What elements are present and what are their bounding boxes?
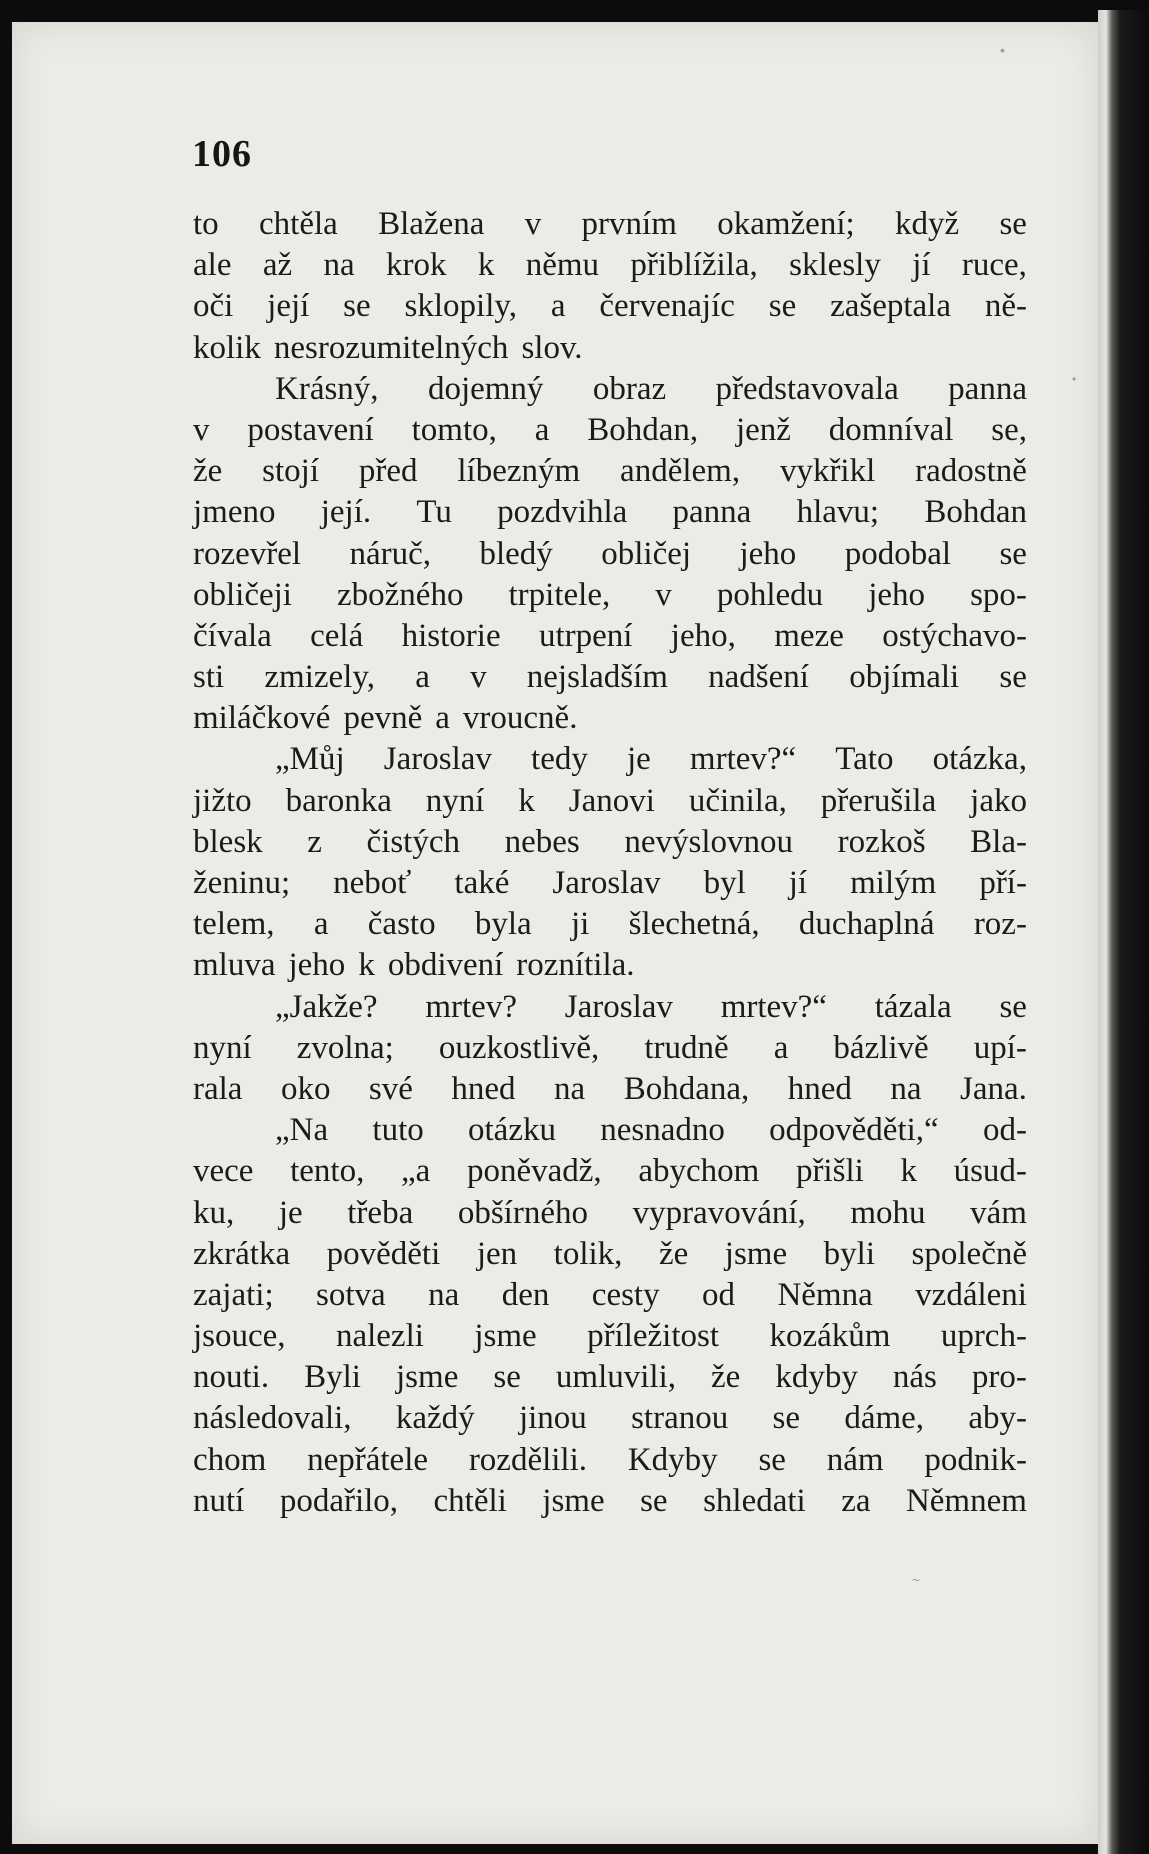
word: se (758, 1441, 786, 1478)
word: nevýslovnou (624, 823, 793, 860)
word: Kdyby (627, 1441, 718, 1478)
word: jenž (735, 411, 791, 448)
word: často (367, 906, 436, 943)
word: otázka, (932, 741, 1027, 778)
word: tedy (531, 741, 588, 778)
word: kozákům (769, 1318, 891, 1355)
word: „Na (275, 1112, 329, 1149)
word: miláčkové (193, 700, 331, 737)
word: byl (703, 865, 746, 901)
word: trudně (644, 1029, 729, 1066)
word: tomto, (411, 411, 497, 448)
word: dáme, (844, 1400, 925, 1437)
word: nám (826, 1441, 884, 1478)
word: každý (395, 1400, 475, 1437)
word: pohledu (716, 576, 824, 613)
word: v (470, 659, 487, 696)
text-line (193, 1316, 1027, 1357)
word: na (890, 1070, 922, 1107)
word: čistých (366, 823, 460, 860)
word: ženinu; (193, 865, 291, 901)
word: abychom (638, 1153, 760, 1190)
word: že (711, 1359, 741, 1396)
word: jí (788, 865, 808, 901)
text-line (193, 1275, 1027, 1316)
word: Bohdana, (623, 1070, 750, 1107)
word: pověděti (326, 1235, 441, 1272)
word: panna (948, 370, 1027, 407)
word: otázku (468, 1112, 556, 1149)
word: a (435, 700, 450, 737)
word: představovala (715, 370, 899, 407)
word: k (900, 1153, 917, 1190)
word: na (554, 1070, 586, 1107)
word: pevně (343, 700, 423, 737)
word: jsouce, (193, 1318, 286, 1355)
word: upí- (973, 1029, 1027, 1066)
text-line (193, 781, 1027, 822)
word: k (358, 947, 375, 984)
word: trpitele, (508, 576, 611, 613)
word: úsud- (953, 1153, 1027, 1190)
word: vroucně. (462, 700, 578, 737)
text-line (193, 369, 1027, 410)
word: učinila, (688, 782, 787, 819)
word: šlechetná, (628, 906, 760, 943)
word: milým (850, 865, 937, 901)
word: rala (193, 1070, 243, 1107)
word: ouzkostlivě, (438, 1029, 600, 1066)
word: a (550, 288, 566, 325)
word: nesnadno (600, 1112, 725, 1149)
body-text (193, 204, 1027, 1522)
word: hned (451, 1070, 516, 1107)
text-line (193, 1234, 1027, 1275)
word: její. (320, 494, 372, 531)
word: jižto (193, 782, 252, 819)
word: Jaroslav (383, 741, 492, 778)
text-line (193, 987, 1027, 1028)
word: roznítila. (516, 947, 635, 984)
word: své (368, 1070, 413, 1107)
word: obšírného (457, 1194, 588, 1231)
word: nadšení (708, 659, 809, 696)
word: Bohdan, (587, 411, 699, 448)
word: nepřátele (307, 1441, 429, 1478)
word: oko (280, 1070, 331, 1107)
word: ale (193, 247, 232, 284)
word: je (278, 1194, 303, 1231)
word: dojemný (427, 370, 544, 407)
text-line (193, 1481, 1027, 1522)
word: a (415, 659, 430, 696)
word: prvním (581, 206, 677, 242)
word: se (999, 206, 1027, 242)
text-line (193, 534, 1027, 575)
word: od- (982, 1112, 1027, 1149)
word: odpověděti,“ (769, 1112, 939, 1149)
word: cesty (591, 1276, 660, 1313)
scan-speck: • (1072, 372, 1077, 386)
word: mrtev?“ (720, 988, 827, 1025)
word: shledati (703, 1482, 806, 1519)
word: „a (401, 1153, 431, 1190)
word: to (193, 206, 219, 242)
word: „Můj (275, 741, 345, 778)
word: byli (823, 1235, 875, 1272)
word: příležitost (587, 1318, 720, 1355)
word: pří- (979, 865, 1027, 901)
word: se, (991, 411, 1027, 448)
word: obličeji (193, 576, 292, 613)
word: přerušila (820, 782, 937, 819)
word: sotva (316, 1276, 386, 1313)
word: Krásný, (275, 370, 379, 407)
word: obdivení (387, 947, 504, 984)
word: na (323, 247, 355, 284)
word: poněvadž, (466, 1153, 602, 1190)
word: jeho (288, 947, 346, 984)
word: panna (672, 494, 752, 531)
word: bázlivě (833, 1029, 929, 1066)
word: utrpení (538, 617, 633, 654)
word: historie (401, 617, 501, 654)
word: podařilo, (279, 1482, 399, 1519)
word: mrtev? (425, 988, 517, 1025)
text-line (193, 822, 1027, 863)
text-line (193, 616, 1027, 657)
word: a (313, 906, 329, 943)
word: jsme (542, 1482, 605, 1519)
word: jinou (518, 1400, 587, 1437)
word: když (894, 206, 960, 242)
word: uprch- (940, 1318, 1027, 1355)
text-line (193, 1110, 1027, 1151)
word: sti (193, 659, 225, 696)
word: tuto (372, 1112, 424, 1149)
word: Tato (835, 741, 894, 778)
word: a (534, 411, 550, 448)
word: čívala (193, 617, 272, 654)
text-line (193, 1398, 1027, 1439)
text-line (193, 245, 1027, 286)
word: den (501, 1276, 550, 1313)
word: se (999, 988, 1027, 1025)
scan-speck: ~ (912, 1572, 921, 1588)
word: chtěla (259, 206, 338, 242)
word: zašeptala (830, 288, 951, 325)
word: zmizely, (264, 659, 375, 696)
text-line (193, 1069, 1027, 1110)
word: domníval (828, 411, 954, 448)
word: jsme (724, 1235, 788, 1272)
word: následovali, (193, 1400, 352, 1437)
word: je (626, 741, 651, 778)
word: v (524, 206, 542, 242)
text-line (193, 698, 1027, 739)
text-line (193, 328, 1027, 369)
word: nyní (425, 782, 485, 819)
word: podobal (844, 535, 952, 572)
word: jsme (396, 1359, 459, 1396)
word: stranou (631, 1400, 729, 1437)
text-line (193, 1193, 1027, 1234)
word: k (518, 782, 535, 819)
text-line (193, 410, 1027, 451)
word: pozdvihla (497, 494, 628, 531)
word: obraz (592, 370, 667, 407)
word: mluva (193, 947, 276, 984)
word: jeho (868, 576, 926, 613)
word: mohu (850, 1194, 926, 1231)
word: oči (193, 288, 234, 325)
word: telem, (193, 906, 275, 943)
word: jsme (474, 1318, 537, 1355)
word: se (343, 288, 371, 325)
word: vám (970, 1194, 1027, 1231)
word: se (640, 1482, 668, 1519)
word: němu (525, 247, 600, 284)
text-line (193, 1028, 1027, 1069)
text-line (193, 204, 1027, 245)
word: se (999, 659, 1027, 696)
word: její (267, 288, 310, 325)
word: rozdělili. (468, 1441, 588, 1478)
word: nesrozumitelných (273, 329, 509, 366)
word: celá (310, 617, 364, 654)
word: rozkoš (837, 823, 926, 860)
word: spo- (970, 576, 1027, 613)
word: že (658, 1235, 689, 1272)
text-line (193, 739, 1027, 780)
word: ji (570, 906, 590, 943)
word: aby- (968, 1400, 1027, 1437)
word: byla (474, 906, 532, 943)
word: roz- (973, 906, 1027, 943)
page-binding-edge (1098, 10, 1149, 1854)
word: se (493, 1359, 521, 1396)
text-line (193, 863, 1027, 904)
word: za (841, 1482, 871, 1519)
word: Jaroslav (564, 988, 673, 1025)
word: vzdáleni (915, 1276, 1027, 1313)
word: objímali (849, 659, 960, 696)
word: Byli (304, 1359, 361, 1396)
word: chtěli (433, 1482, 507, 1519)
word: radostně (915, 453, 1027, 490)
word: hned (787, 1070, 852, 1107)
word: tento, (290, 1153, 365, 1190)
word: zajati; (193, 1276, 274, 1313)
word: červenajíc (599, 288, 735, 325)
text-line (193, 1151, 1027, 1192)
word: Němnem (905, 1482, 1027, 1519)
word: umluvili, (555, 1359, 676, 1396)
word: vypravování, (632, 1194, 806, 1231)
word: okamžení; (717, 206, 855, 242)
word: nalezli (335, 1318, 424, 1355)
word: mrtev?“ (689, 741, 797, 778)
word: podnik- (924, 1441, 1027, 1478)
word: postavení (247, 411, 374, 448)
word: Bohdan (924, 494, 1027, 531)
word: jen (476, 1235, 518, 1272)
word: Tu (416, 494, 452, 531)
text-line (193, 945, 1027, 986)
word: „Jakže? (275, 988, 378, 1025)
word: slov. (521, 329, 583, 366)
word: Němna (777, 1276, 873, 1313)
word: třeba (347, 1194, 414, 1231)
word: líbezným (457, 453, 581, 490)
word: přiblížila, (630, 247, 758, 284)
text-line (193, 451, 1027, 492)
word: na (428, 1276, 460, 1313)
word: blesk (193, 823, 263, 860)
word: kdyby (775, 1359, 858, 1396)
text-line (193, 1440, 1027, 1481)
text-line (193, 575, 1027, 616)
word: také (454, 865, 510, 901)
text-line (193, 657, 1027, 698)
word: krok (386, 247, 447, 284)
word: vykřikl (779, 453, 876, 490)
word: nutí (193, 1482, 245, 1519)
word: z (307, 823, 322, 860)
word: tolik, (553, 1235, 623, 1272)
word: andělem, (620, 453, 741, 490)
text-line (193, 1357, 1027, 1398)
word: Janovi (568, 782, 655, 819)
word: zvolna; (296, 1029, 394, 1066)
word: nyní (193, 1029, 252, 1066)
word: ně- (984, 288, 1027, 325)
text-line (193, 492, 1027, 533)
word: obličej (601, 535, 692, 572)
word: jmeno (193, 494, 276, 531)
word: tázala (874, 988, 952, 1025)
word: přišli (795, 1153, 864, 1190)
word: jeho, (670, 617, 736, 654)
word: že (193, 453, 223, 490)
word: jí (912, 247, 931, 284)
word: duchaplná (798, 906, 935, 943)
word: Jana. (960, 1070, 1027, 1107)
word: společně (911, 1235, 1027, 1272)
word: hlavu; (796, 494, 880, 531)
word: neboť (333, 865, 412, 901)
word: nebes (504, 823, 580, 860)
word: baronka (285, 782, 392, 819)
word: Bla- (970, 823, 1027, 860)
word: ruce, (961, 247, 1027, 284)
word: jeho (739, 535, 797, 572)
word: až (262, 247, 293, 284)
word: zbožného (337, 576, 464, 613)
word: a (773, 1029, 789, 1066)
word: ostýchavo- (882, 617, 1027, 654)
word: sklopily, (404, 288, 517, 325)
word: náruč, (349, 535, 432, 572)
word: Blažena (378, 206, 485, 242)
word: nejsladším (526, 659, 668, 696)
word: se (999, 535, 1027, 572)
word: kolik (193, 329, 261, 366)
word: bledý (479, 535, 553, 572)
word: sklesly (789, 247, 881, 284)
word: pro- (971, 1359, 1027, 1396)
word: k (477, 247, 495, 284)
word: v (193, 411, 210, 448)
word: v (655, 576, 672, 613)
word: stojí (262, 453, 320, 490)
word: meze (774, 617, 844, 654)
page-number: 106 (192, 133, 252, 175)
word: ku, (193, 1194, 235, 1231)
word: chom (193, 1441, 267, 1478)
word: jako (970, 782, 1027, 819)
text-line (193, 904, 1027, 945)
word: rozevřel (193, 535, 302, 572)
word: před (358, 453, 418, 490)
word: nouti. (193, 1359, 270, 1396)
word: nás (892, 1359, 937, 1396)
word: Jaroslav (552, 865, 661, 901)
scan-speck: • (1000, 42, 1005, 58)
word: se (772, 1400, 801, 1437)
word: od (702, 1276, 736, 1313)
text-line (193, 286, 1027, 327)
word: se (768, 288, 797, 325)
word: zkrátka (193, 1235, 291, 1272)
word: vece (193, 1153, 254, 1190)
